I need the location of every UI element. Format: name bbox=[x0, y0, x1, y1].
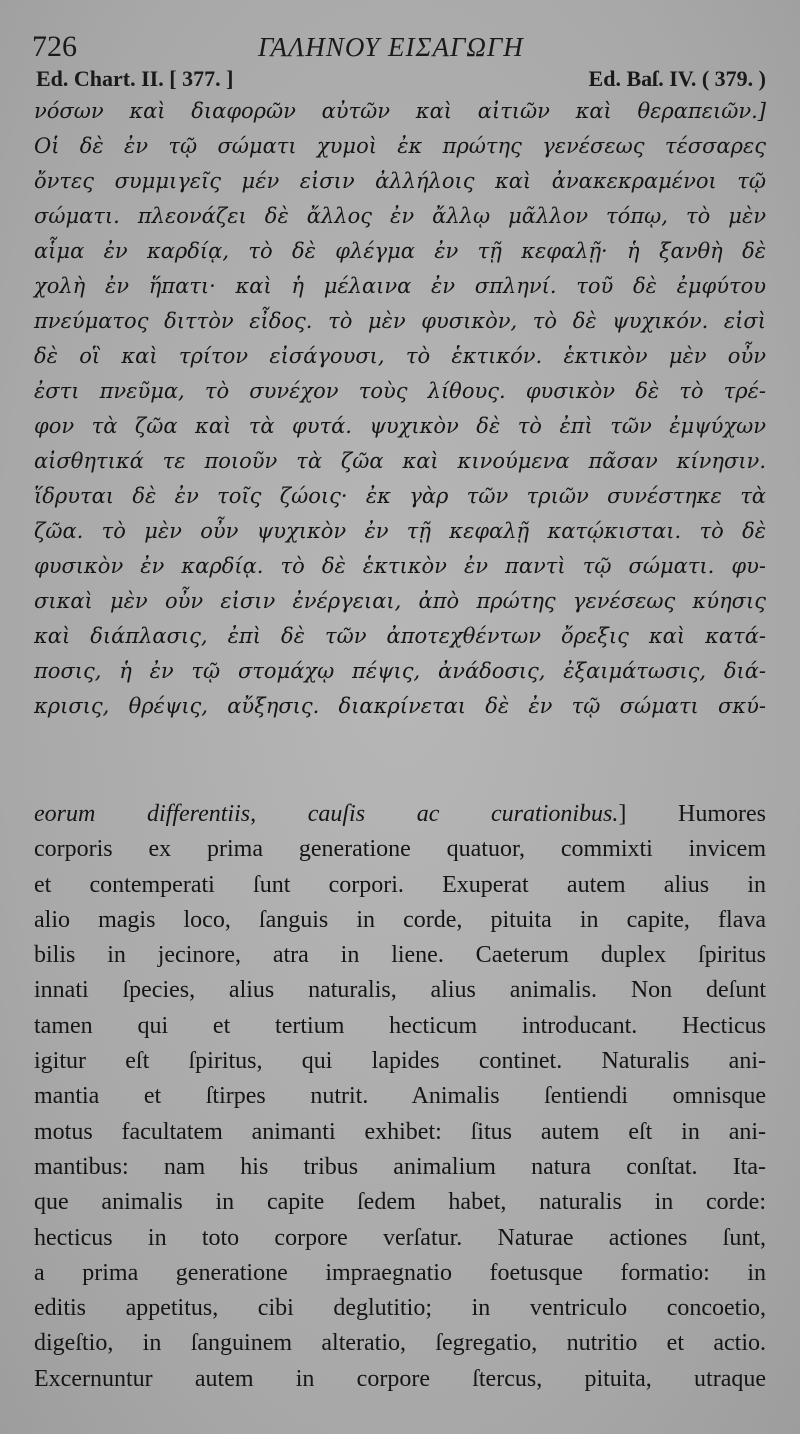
page-header bbox=[32, 30, 766, 64]
greek-line: αἷμα ἐν καρδίᾳ, τὸ δὲ φλέγμα ἐν τῇ κεφαλῇ· ἡ ξανθὴ δὲ bbox=[34, 239, 766, 263]
latin-line: alio magis loco, ſanguis in corde, pituita in capite, flava bbox=[34, 906, 766, 933]
greek-line: χολὴ ἐν ἥπατι· καὶ ἡ μέλαινα ἐν σπληνί. τοῦ δὲ ἐμφύτου bbox=[34, 274, 766, 298]
latin-text-block bbox=[34, 797, 766, 1397]
latin-line: igitur eſt ſpiritus, qui lapides continet. Naturalis ani- bbox=[34, 1048, 766, 1075]
latin-first-word: Humores bbox=[678, 801, 766, 827]
show-through-text bbox=[330, 742, 770, 766]
page-number: 726 bbox=[32, 30, 77, 63]
greek-line: φυσικὸν ἐν καρδίᾳ. τὸ δὲ ἑκτικὸν ἐν παντὶ τῷ σώματι. φυ- bbox=[34, 554, 766, 578]
latin-line: bilis in jecinore, atra in liene. Caeterum duplex ſpiritus bbox=[34, 942, 766, 969]
latin-line: digeſtio, in ſanguinem alteratio, ſegregatio, nutritio et actio. bbox=[34, 1330, 766, 1357]
latin-line: Excernuntur autem in corpore ſtercus, pituita, utraque bbox=[34, 1365, 766, 1392]
closing-bracket: ] bbox=[618, 801, 627, 827]
latin-line: innati ſpecies, alius naturalis, alius animalis. Non deſunt bbox=[34, 977, 766, 1004]
greek-line: ὄντες συμμιγεῖς μέν εἰσιν ἀλλήλοις καὶ ἀνακεκραμένοι τῷ bbox=[34, 169, 766, 193]
greek-line: φον τὰ ζῶα καὶ τὰ φυτά. ψυχικὸν δὲ τὸ ἐπὶ τῶν ἐμψύχων bbox=[34, 414, 766, 438]
latin-line: mantibus: nam his tribus animalium natura conſtat. Ita- bbox=[34, 1153, 766, 1180]
greek-line: ἐστι πνεῦμα, τὸ συνέχον τοὺς λίθους. φυσικὸν δὲ τὸ τρέ- bbox=[34, 379, 766, 403]
greek-line: πνεύματος διττὸν εἶδος. τὸ μὲν φυσικὸν, τὸ δὲ ψυχικόν. εἰσὶ bbox=[34, 309, 766, 333]
latin-line: hecticus in toto corpore verſatur. Naturae actiones ſunt, bbox=[34, 1224, 766, 1251]
greek-text-block bbox=[34, 94, 766, 724]
greek-line: Οἱ δὲ ἐν τῷ σώματι χυμοὶ ἐκ πρώτης γενέσεως τέσσαρες bbox=[34, 134, 766, 158]
running-title: ΓΑΛΗΝΟΥ ΕΙΣΑΓΩΓΗ bbox=[258, 32, 524, 62]
latin-line: corporis ex prima generatione quatuor, commixti invicem bbox=[34, 836, 766, 863]
greek-line: δὲ οἳ καὶ τρίτον εἰσάγουσι, τὸ ἑκτικόν. ἑκτικὸν μὲν οὖν bbox=[34, 344, 766, 368]
latin-line: motus facultatem animanti exhibet: ſitus autem eſt in ani- bbox=[34, 1118, 766, 1145]
latin-line: editis appetitus, cibi deglutitio; in ventriculo concoetio, bbox=[34, 1295, 766, 1322]
latin-line: tamen qui et tertium hecticum introducant. Hecticus bbox=[34, 1012, 766, 1039]
greek-line: καὶ διάπλασις, ἐπὶ δὲ τῶν ἀποτεχθέντων ὄρεξις καὶ κατά- bbox=[34, 624, 766, 648]
greek-line: ποσις, ἡ ἐν τῷ στομάχῳ πέψις, ἀνάδοσις, ἐξαιμάτωσις, διά- bbox=[34, 659, 766, 683]
greek-line: κρισις, θρέψις, αὔξησις. διακρίνεται δὲ ἐν τῷ σώματι σκύ- bbox=[34, 694, 766, 718]
greek-line: σώματι. πλεονάζει δὲ ἄλλος ἐν ἄλλῳ μᾶλλον τόπῳ, τὸ μὲν bbox=[34, 204, 766, 228]
greek-line: αἰσθητικά τε ποιοῦν τὰ ζῶα καὶ κινούμενα πᾶσαν κίνησιν. bbox=[34, 449, 766, 473]
latin-line: que animalis in capite ſedem habet, naturalis in corde: bbox=[34, 1189, 766, 1216]
edition-chartier-reference: Ed. Chart. II. [ 377. ] bbox=[36, 66, 234, 91]
edition-basel-reference: Ed. Baſ. IV. ( 379. ) bbox=[588, 66, 766, 91]
edition-reference-line bbox=[32, 66, 766, 94]
greek-line: νόσων καὶ διαφορῶν αὐτῶν καὶ αἰτιῶν καὶ θεραπειῶν.] bbox=[34, 99, 766, 123]
latin-line: et contemperati ſunt corpori. Exuperat autem alius in bbox=[34, 871, 766, 898]
latin-line: a prima generatione impraegnatio foetusque formatio: in bbox=[34, 1259, 766, 1286]
latin-italic-phrase: eorum differentiis, cauſis ac curationibus. bbox=[34, 801, 619, 827]
greek-line: ἵδρυται δὲ ἐν τοῖς ζώοις· ἐκ γὰρ τῶν τριῶν συνέστηκε τὰ bbox=[34, 484, 766, 508]
latin-line bbox=[34, 797, 766, 832]
greek-line: σικαὶ μὲν οὖν εἰσιν ἐνέργειαι, ἀπὸ πρώτης γενέσεως κύησις bbox=[34, 589, 766, 613]
greek-line: ζῶα. τὸ μὲν οὖν ψυχικὸν ἐν τῇ κεφαλῇ κατῴκισται. τὸ δὲ bbox=[34, 519, 766, 543]
latin-line: mantia et ſtirpes nutrit. Animalis ſentiendi omnisque bbox=[34, 1083, 766, 1110]
